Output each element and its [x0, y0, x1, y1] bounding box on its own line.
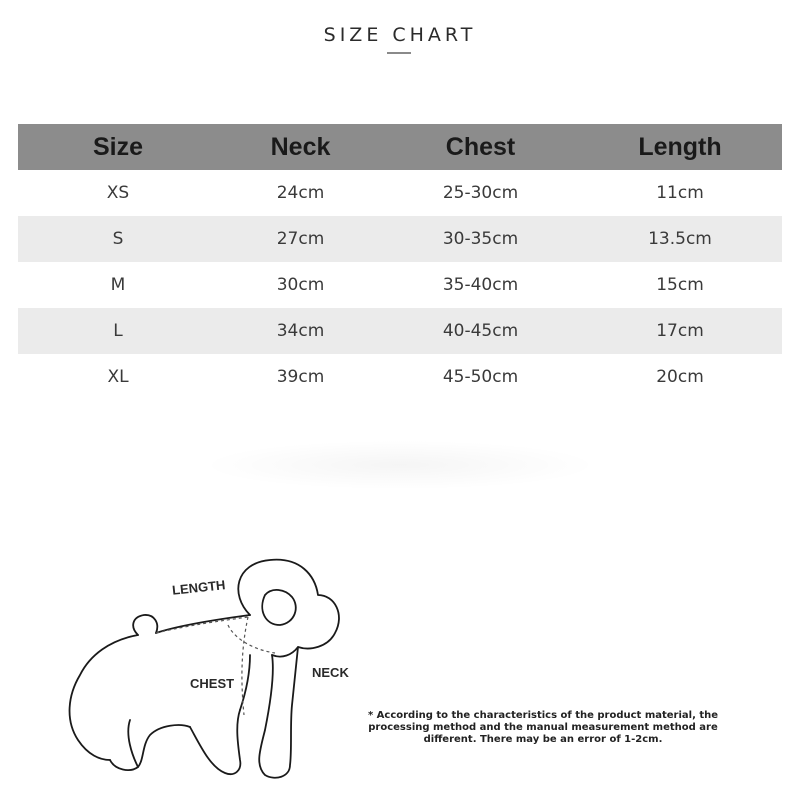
- cell-neck: 24cm: [276, 183, 325, 203]
- size-table: [18, 124, 782, 400]
- cell-chest: 30-35cm: [442, 229, 519, 249]
- cell-size: L: [113, 321, 123, 341]
- table-row: [18, 262, 782, 308]
- cell-chest: 45-50cm: [442, 367, 519, 387]
- title-underline: [387, 52, 411, 54]
- cell-size: XS: [106, 183, 130, 203]
- cell-size: S: [112, 229, 124, 249]
- cell-size: M: [110, 275, 126, 295]
- cell-neck: 30cm: [276, 275, 325, 295]
- cell-length: 20cm: [656, 367, 704, 387]
- cell-length: 15cm: [656, 275, 704, 295]
- faded-watermark: [200, 440, 600, 490]
- table-row: [18, 308, 782, 354]
- measurement-note: * According to the characteristics of the product material, the processing method and the manual measurement method are different. There may be an error of 1-2cm.: [367, 710, 719, 745]
- cell-chest: 35-40cm: [442, 275, 519, 295]
- cell-length: 11cm: [656, 183, 704, 203]
- header-chest: Chest: [445, 132, 516, 161]
- cell-neck: 39cm: [276, 367, 325, 387]
- cell-neck: 27cm: [276, 229, 325, 249]
- page-title: SIZE CHART: [323, 24, 477, 46]
- neck-label: NECK: [312, 665, 349, 680]
- cell-chest: 25-30cm: [442, 183, 519, 203]
- table-row: [18, 354, 782, 400]
- table-row: [18, 216, 782, 262]
- chest-label: CHEST: [190, 676, 235, 691]
- length-label: LENGTH: [171, 577, 227, 598]
- cell-chest: 40-45cm: [442, 321, 519, 341]
- header-length: Length: [638, 132, 722, 161]
- cell-length: 13.5cm: [648, 229, 712, 249]
- cell-size: XL: [107, 367, 129, 387]
- cell-neck: 34cm: [276, 321, 325, 341]
- header-size: Size: [92, 132, 144, 161]
- header-neck: Neck: [270, 132, 331, 161]
- cell-length: 17cm: [656, 321, 704, 341]
- table-row: [18, 170, 782, 216]
- table-header: [18, 124, 782, 170]
